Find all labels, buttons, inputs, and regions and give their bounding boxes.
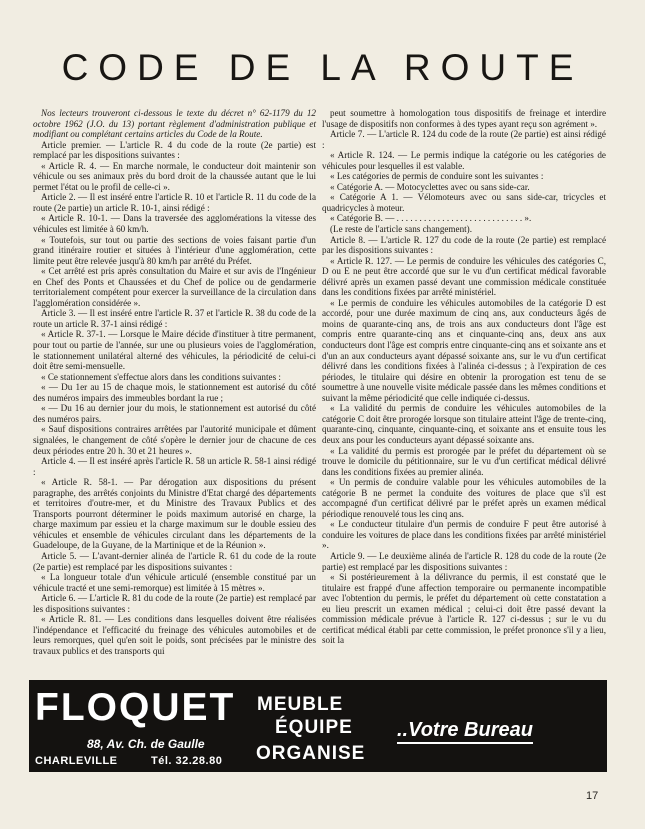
ad-brand: FLOQUET: [35, 686, 236, 729]
paragraph: « Catégorie A 1. — Vélomoteurs avec ou sans side-car, tricycles et quadricycles à moteur.: [322, 192, 606, 213]
advertisement-banner: [29, 680, 607, 772]
right-column: [322, 108, 606, 646]
paragraph: Article 4. — Il est inséré après l'article R. 58 un article R. 58-1 ainsi rédigé :: [33, 456, 316, 477]
paragraph: Article 3. — Il est inséré entre l'article R. 37 et l'article R. 38 du code de la route un article R. 37-1 ainsi rédigé :: [33, 308, 316, 329]
intro-paragraph: Nos lecteurs trouveront ci-dessous le texte du décret n° 62-1179 du 12 octobre 1962 (J.O. du 13) portant règlement d'administration publique et modifiant ou complétant certains articles du Code de la Route.: [33, 108, 316, 140]
paragraph: Article 5. — L'avant-dernier alinéa de l'article R. 61 du code de la route (2e partie) est remplacé par les dispositions suivantes :: [33, 550, 316, 572]
paragraph: « La validité du permis est prorogée par le préfet du département où se trouve le domicile du pétitionnaire, sur le vu d'un certificat médical délivré dans les conditions fixées au premier alinéa.: [322, 445, 606, 477]
ad-word-equipe: ÉQUIPE: [275, 717, 353, 738]
paragraph: « Article R. 4. — En marche normale, le conducteur doit maintenir son véhicule ou ses animaux près du bord droit de la chaussée autant que le lui permet l'état ou le profil de celle-ci ».: [33, 160, 316, 192]
paragraph: « Si postérieurement à la délivrance du permis, il est constaté que le titulaire est frappé d'une affection temporaire ou permanente incompatible avec l'obtention du permis, le préfet du département où cette constatation a eu lieu prescrit un examen médical ; celui-ci doit être passé devant la commission médicale prévue à l'article R. 127 ci-dessus ; sur le vu du certificat médical établi par cette commission, le préfet prononce s'il y a lieu, soit la: [322, 572, 606, 646]
paragraph: « Article R. 81. — Les conditions dans lesquelles doivent être réalisées l'indépendance et l'efficacité du freinage des véhicules automobiles et de leurs remorques, quel qu'en soit le poids, sont précisées par le ministre des travaux publics et des transports qui: [33, 614, 316, 656]
paragraph: « Article R. 124. — Le permis indique la catégorie ou les catégories de véhicules pour lesquelles il est valable.: [322, 150, 606, 171]
paragraph: « Les catégories de permis de conduire sont les suivantes :: [330, 171, 544, 182]
paragraph: « Le permis de conduire les véhicules automobiles de la catégorie D est accordé, pour une durée maximum de cinq ans, aux conducteurs âgés de moins de quarante-cinq ans, de trois ans aux conducteurs dont l'âge est compris entre quarante-cinq ans et cinquante-cinq ans, deux ans aux conducteurs dont l'âge est compris entre cinquante-cinq ans et soixante ans et d'un an aux conducteurs ayant dépassé soixante ans, sur le vu d'un certificat délivré dans les conditions fixées à l'alinéa ci-dessus ; à l'expiration de ces périodes, le titulaire qui désire en obtenir la prorogation est tenu de se soumettre à une nouvelle visite médicale passée dans les mêmes conditions et suivant la même périodicité que celle indiquée ci-dessus.: [322, 297, 606, 403]
ad-address: 88, Av. Ch. de Gaulle: [87, 737, 205, 751]
paragraph: « La longueur totale d'un véhicule articulé (ensemble constitué par un véhicule tracté et une semi-remorque) est limitée à 15 mètres ».: [33, 572, 316, 593]
page-number: 17: [586, 790, 599, 802]
ad-word-organise: ORGANISE: [256, 743, 366, 764]
paragraph: « Sauf dispositions contraires arrêtées par l'autorité municipale et dûment signalées, le changement de côté s'opère le dernier jour de chacune de ces deux périodes entre 20 h. 30 et 21 heures ».: [33, 424, 316, 456]
paragraph: « Toutefois, sur tout ou partie des sections de voies faisant partie d'un grand itinéraire routier et situées à l'intérieur d'une agglomération, cette limite peut être relevée jusqu'à 80 km/h par arrêté du Préfet.: [33, 234, 316, 266]
paragraph: « La validité du permis de conduire les véhicules automobiles de la catégorie C doit être prorogée lorsque son titulaire atteint l'âge de trente-cinq, quarante-cinq, cinquante, cinquante-cinq, et soixante ans et ensuite tous les deux ans pour les conducteurs ayant dépassé soixante ans.: [322, 403, 606, 445]
paragraph: « Article R. 58-1. — Par dérogation aux dispositions du présent paragraphe, des arrêtés conjoints du Ministre d'Etat chargé des départements et territoires d'outre-mer, et du Ministre des Travaux Publics et des Transports pourront déterminer le poids maximum autorisé en charge, la charge maximum par essieu et la charge maximum sur le double essieu des véhicules et ensemble de véhicules circulant dans les départements de la Guadeloupe, de la Guyane, de la Martinique et de la Réunion ».: [33, 477, 316, 551]
ad-city: CHARLEVILLE: [35, 755, 118, 767]
paragraph: « Un permis de conduire valable pour les véhicules automobiles de la catégorie B ne permet la conduite des voitures de place que s'il est accompagné d'un certificat délivré par le préfet après un examen médical périodique renouvelé tous les cinq ans.: [322, 477, 606, 519]
paragraph: peut soumettre à homologation tous dispositifs de freinage et interdire l'usage de dispositifs non conformes à des types ayant reçu son agrément ».: [322, 108, 606, 129]
paragraph: « Cet arrêté est pris après consultation du Maire et sur avis de l'Ingénieur en Chef des Ponts et Chaussées et du Chef de police ou de gendarmerie territorialement compétent pour exercer la surveillance de la circulation dans l'agglomération considérée ».: [33, 266, 316, 308]
paragraph: Article premier. — L'article R. 4 du code de la route (2e partie) est remplacé par les dispositions suivantes :: [33, 139, 316, 161]
ad-tagline: ..Votre Bureau: [397, 718, 533, 744]
paragraph: « Article R. 127. — Le permis de conduire les véhicules des catégories C, D ou E ne peut être accordé que sur le vu d'un certificat médical favorable délivré après un examen passé devant une commission médicale constituée dans les conditions fixées par arrêté ministériel.: [322, 255, 606, 298]
paragraph: « Article R. 10-1. — Dans la traversée des agglomérations la vitesse des véhicules est limitée à 60 km/h.: [33, 213, 316, 235]
paragraph: « Catégorie B. — . . . . . . . . . . . . . . . . . . . . . . . . . . . . ».: [330, 213, 532, 224]
paragraph: « — Du 16 au dernier jour du mois, le stationnement est autorisé du côté des numéros pairs.: [33, 403, 316, 424]
ad-phone: Tél. 32.28.80: [151, 755, 223, 767]
paragraph: Article 7. — L'article R. 124 du code de la route (2e partie) est ainsi rédigé :: [322, 129, 606, 150]
paragraph: « — Du 1er au 15 de chaque mois, le stationnement est autorisé du côté des numéros impairs des immeubles bordant la rue ;: [33, 382, 316, 403]
paragraph: « Le conducteur titulaire d'un permis de conduire F peut être autorisé à conduire les voitures de place dans les conditions fixées par arrêté ministériel ».: [322, 519, 606, 551]
paragraph: « Ce stationnement s'effectue alors dans les conditions suivantes :: [41, 371, 281, 382]
ad-word-meuble: MEUBLE: [257, 694, 344, 715]
paragraph: (Le reste de l'article sans changement).: [330, 224, 472, 235]
paragraph: Article 2. — Il est inséré entre l'article R. 10 et l'article R. 11 du code de la route (2e partie) un article R. 10-1, ainsi rédigé :: [33, 192, 316, 213]
paragraph: « Article R. 37-1. — Lorsque le Maire décide d'instituer à titre permanent, pour tout ou partie de l'année, sur une ou plusieurs voies de l'agglomération, le stationnement unilatéral alterné des véhicules, la périodicité de celui-ci doit être semi-mensuelle.: [33, 329, 316, 372]
paragraph: Article 6. — L'article R. 81 du code de la route (2e partie) est remplacé par les dispositions suivantes :: [33, 593, 316, 614]
page-title: CODE DE LA ROUTE: [61, 47, 584, 88]
paragraph: « Catégorie A. — Motocyclettes avec ou sans side-car.: [330, 181, 530, 192]
paragraph: Article 9. — Le deuxième alinéa de l'article R. 128 du code de la route (2e partie) est remplacé par les dispositions suivantes :: [322, 550, 606, 572]
paragraph: Article 8. — L'article R. 127 du code de la route (2e partie) est remplacé par les dispositions suivantes :: [322, 234, 606, 256]
left-column: [33, 108, 316, 656]
